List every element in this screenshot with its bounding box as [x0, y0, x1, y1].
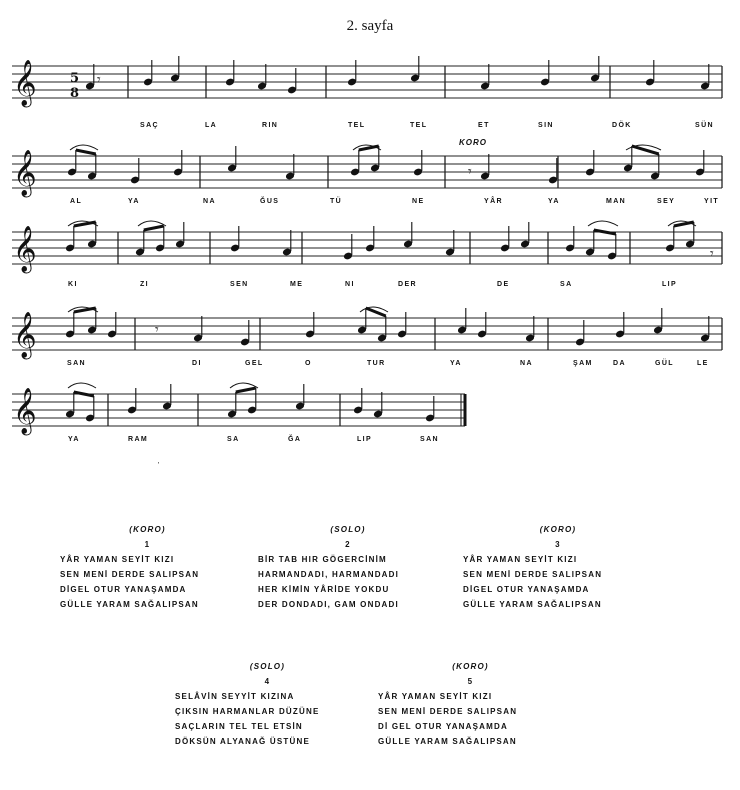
rest-icon: 𝄾: [468, 164, 472, 180]
lyric-syllable: AL: [70, 198, 83, 205]
note-beam: [674, 222, 694, 226]
lyric-syllable: DÖK: [612, 122, 632, 129]
verse-line: ÇIKSIN HARMANLAR DÜZÜNE: [175, 707, 320, 716]
verse-number: 1: [144, 540, 151, 549]
verse-line: YÂR YAMAN SEYİT KIZI: [463, 555, 578, 564]
verse-line: YÂR YAMAN SEYİT KIZI: [60, 555, 175, 564]
verse-line: SEN MENİ DERDE SALIPSAN: [60, 570, 200, 579]
verse-number: 2: [345, 540, 351, 549]
note-beam: [74, 222, 96, 226]
lyric-syllable: O: [305, 360, 312, 367]
lyric-syllable: RAM: [128, 436, 149, 443]
treble-clef-icon: 𝄞: [13, 226, 37, 272]
lyric-syllable: DI: [192, 360, 202, 367]
lyric-syllable: YA: [548, 198, 560, 205]
koro-marking: KORO: [459, 138, 487, 147]
lyric-syllable: LA: [205, 122, 218, 129]
time-signature-top: 5: [70, 71, 80, 86]
verse-line: SEN MENİ DERDE SALIPSAN: [463, 570, 603, 579]
note-beam: [76, 150, 96, 154]
lyric-syllable: NI: [345, 281, 355, 288]
lyric-syllable: YA: [128, 198, 140, 205]
verse-line: BİR TAB HIR GÖGERCİNİM: [258, 555, 387, 564]
verse-line: HARMANDADI, HARMANDADI: [258, 570, 400, 579]
slur: [588, 221, 618, 226]
lyric-syllable: SEY: [657, 198, 676, 205]
verse-line: GÜLLE YARAM SAĞALIPSAN: [60, 600, 199, 609]
lyric-syllable: NA: [203, 198, 216, 205]
lyric-syllable: ŞAM: [573, 360, 593, 367]
treble-clef-icon: 𝄞: [13, 60, 37, 106]
verse-2: [258, 522, 438, 612]
lyric-syllable: TÜ: [330, 198, 343, 205]
verse-line: DİGEL OTUR YANAŞAMDA: [463, 585, 590, 594]
verse-line: Dİ GEL OTUR YANAŞAMDA: [378, 722, 508, 731]
verse-4: [175, 659, 360, 749]
slur: [68, 383, 96, 388]
note-beam: [74, 392, 94, 396]
verse-role: (SOLO): [330, 525, 366, 534]
verse-role: (KORO): [539, 525, 577, 534]
rest-icon: 𝄾: [97, 72, 101, 88]
note-beam: [594, 230, 616, 234]
lyric-syllable: RIN: [262, 122, 279, 129]
treble-clef-icon: 𝄞: [13, 312, 37, 358]
lyric-syllable: DA: [613, 360, 626, 367]
verse-number: 3: [555, 540, 561, 549]
verse-line: DÖKSÜN ALYANAĞ ÜSTÜNE: [175, 737, 310, 746]
lyric-syllable: SÜN: [695, 122, 714, 129]
lyric-syllable: NE: [412, 198, 425, 205]
verse-line: SELÂVİN SEYYİT KIZINA: [175, 692, 295, 701]
verse-5: [378, 659, 563, 749]
lyric-syllable: SEN: [230, 281, 249, 288]
lyric-syllable: YÂR: [484, 198, 503, 205]
verse-line: SEN MENİ DERDE SALIPSAN: [378, 707, 518, 716]
treble-clef-icon: 𝄞: [13, 388, 37, 434]
note-beam: [359, 146, 379, 150]
lyric-syllable: YA: [450, 360, 462, 367]
lyric-syllable: DE: [497, 281, 510, 288]
verse-line: SAÇLARIN TEL TEL ETSİN: [175, 722, 303, 731]
lyric-syllable: YA: [68, 436, 80, 443]
rest-icon: 𝄾: [155, 322, 159, 338]
lyric-syllable: LIP: [662, 281, 678, 288]
lyric-syllable: YIT: [704, 198, 720, 205]
lyric-syllable: SA: [227, 436, 240, 443]
slur: [70, 145, 98, 150]
lyric-syllable: TUR: [367, 360, 386, 367]
lyric-syllable: SA: [560, 281, 573, 288]
page-title: 2. sayfa: [346, 18, 394, 34]
verse-number: 5: [467, 677, 474, 686]
lyric-syllable: SIN: [538, 122, 554, 129]
note-beam: [236, 388, 256, 392]
lyric-syllable: KI: [68, 281, 78, 288]
lyric-syllable: SAÇ: [140, 122, 159, 129]
lyric-syllable: ET: [478, 122, 490, 129]
lyric-syllable: DER: [398, 281, 417, 288]
verse-line: GÜLLE YARAM SAĞALIPSAN: [463, 600, 602, 609]
lyric-syllable: TEL: [348, 122, 366, 129]
note-beam: [74, 308, 96, 312]
verse-role: (SOLO): [249, 662, 286, 671]
verse-role: (KORO): [452, 662, 489, 671]
verse-line: DİGEL OTUR YANAŞAMDA: [60, 585, 187, 594]
lyric-syllable: NA: [520, 360, 533, 367]
lyric-syllable: GÜL: [655, 360, 674, 367]
verse-1: [60, 522, 235, 612]
rest-icon: 𝄾: [710, 246, 714, 262]
verse-line: DER DONDADI, GAM ONDADI: [258, 600, 399, 609]
time-signature-bottom: 8: [70, 86, 80, 101]
treble-clef-icon: 𝄞: [13, 150, 37, 196]
lyric-syllable: LE: [697, 360, 709, 367]
lyric-syllable: ĞA: [288, 436, 302, 443]
lyric-syllable: SAN: [420, 436, 439, 443]
lyric-syllable: ME: [290, 281, 304, 288]
lyric-syllable: MAN: [606, 198, 627, 205]
lyric-syllable: SAN: [67, 360, 86, 367]
verse-line: YÂR YAMAN SEYİT KIZI: [378, 692, 493, 701]
verse-line: GÜLLE YARAM SAĞALIPSAN: [378, 737, 517, 746]
verse-3: [463, 522, 653, 612]
lyric-syllable: TEL: [410, 122, 428, 129]
stray-mark: ': [158, 462, 160, 469]
lyric-syllable: LIP: [357, 436, 373, 443]
verse-line: HER KİMİN YÂRİDE YOKDU: [258, 585, 390, 594]
note-beam: [144, 226, 164, 230]
verse-role: (KORO): [129, 525, 166, 534]
lyric-syllable: ĞUS: [260, 198, 280, 205]
lyric-syllable: ZI: [140, 281, 150, 288]
verse-number: 4: [264, 677, 271, 686]
lyric-syllable: GEL: [245, 360, 264, 367]
